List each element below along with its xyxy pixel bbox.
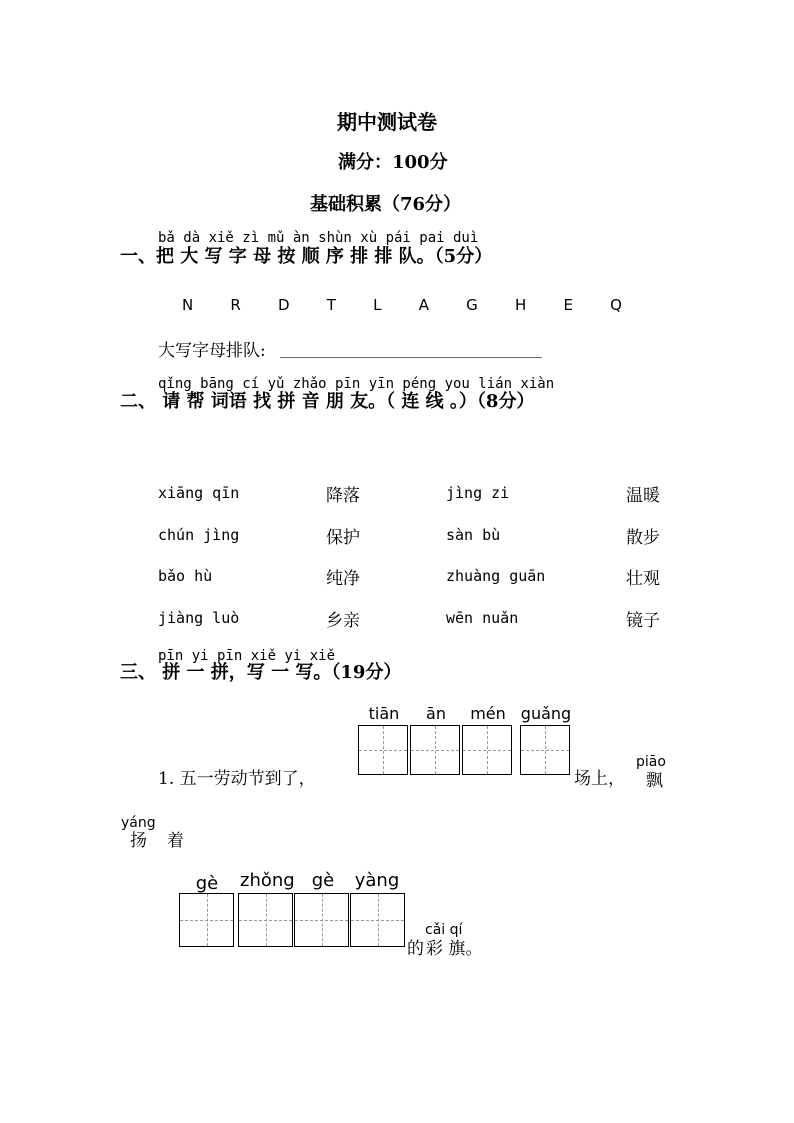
- piao-char: 飘: [646, 771, 663, 791]
- letter: D: [278, 296, 290, 314]
- yang-pinyin: yáng: [121, 815, 156, 831]
- letter: E: [563, 296, 573, 314]
- letter: L: [373, 296, 382, 314]
- q1-text: 一、把 大 写 字 母 按 顺 序 排 排 队。（5分）: [120, 246, 493, 267]
- page-title: 期中测试卷: [337, 110, 437, 134]
- writing-cell[interactable]: [358, 725, 408, 775]
- letter: T: [326, 296, 336, 314]
- piao-pinyin: piāo: [636, 754, 666, 770]
- q1-pinyin: bǎ dà xiě zì mǔ àn shùn xù pái pai duì: [158, 230, 479, 246]
- match-pinyin-left[interactable]: xiāng qīn: [158, 484, 240, 502]
- grid-pinyin: zhǒng: [240, 870, 295, 891]
- match-word-right[interactable]: 镜子: [626, 611, 660, 631]
- grid-pinyin: mén: [470, 704, 506, 723]
- q2-pinyin: qǐng bāng cí yǔ zhǎo pīn yīn péng you lián xiàn: [158, 376, 555, 392]
- match-word-right[interactable]: 散步: [626, 528, 660, 548]
- match-pinyin-right[interactable]: jìng zi: [446, 484, 510, 502]
- de-char: 的: [407, 939, 424, 959]
- yang-char: 扬: [130, 831, 147, 851]
- writing-cell[interactable]: [520, 725, 570, 775]
- letter: R: [230, 296, 241, 314]
- grid-pinyin: yàng: [354, 870, 400, 891]
- writing-cell[interactable]: [294, 893, 349, 947]
- match-word-right[interactable]: 温暖: [626, 486, 660, 506]
- match-pinyin-left[interactable]: bǎo hù: [158, 567, 213, 585]
- match-word-left[interactable]: 纯净: [326, 569, 360, 589]
- writing-cell[interactable]: [410, 725, 460, 775]
- answer-line[interactable]: _____________________________: [280, 340, 542, 358]
- full-score: 满分：100分: [338, 152, 448, 173]
- section-heading: 基础积累（76分）: [310, 194, 462, 215]
- grid-pinyin: gè: [195, 873, 219, 894]
- match-pinyin-right[interactable]: wēn nuǎn: [446, 609, 519, 627]
- letter: G: [466, 296, 478, 314]
- match-pinyin-left[interactable]: chún jìng: [158, 526, 240, 544]
- caiqi-pinyin: cǎi qí: [425, 922, 463, 938]
- writing-grid-2: [179, 893, 407, 947]
- q2-text: 二、 请 帮 词语 找 拼 音 朋 友。（ 连 线 。）（8分）: [120, 391, 535, 412]
- match-word-left[interactable]: 降落: [326, 486, 360, 506]
- match-word-left[interactable]: 保护: [326, 528, 360, 548]
- q3-text: 三、 拼 一 拼，写 一 写。（19分）: [120, 662, 402, 683]
- q3-pinyin: pīn yi pīn xiě yi xiě: [158, 648, 336, 664]
- letter: Q: [610, 296, 622, 314]
- match-pinyin-left[interactable]: jiàng luò: [158, 609, 240, 627]
- grid-pinyin: tiān: [368, 704, 400, 723]
- writing-cell[interactable]: [462, 725, 512, 775]
- writing-cell[interactable]: [238, 893, 293, 947]
- letter: H: [514, 296, 527, 314]
- match-pinyin-right[interactable]: zhuàng guān: [446, 567, 546, 585]
- grid-pinyin: ān: [426, 704, 446, 723]
- item1-after: 场上，: [574, 769, 625, 789]
- zhe-char: 着: [167, 831, 184, 851]
- grid-pinyin: gè: [311, 870, 335, 891]
- writing-cell[interactable]: [350, 893, 405, 947]
- match-pinyin-right[interactable]: sàn bù: [446, 526, 501, 544]
- match-word-left[interactable]: 乡亲: [326, 611, 360, 631]
- letter: A: [418, 296, 429, 314]
- caiqi-chars: 彩 旗。: [426, 939, 483, 959]
- letter: N: [182, 296, 194, 314]
- letter-row: [182, 296, 622, 314]
- grid-pinyin: guǎng: [520, 704, 572, 723]
- item1-prefix: 1. 五一劳动节到了，: [158, 769, 316, 789]
- writing-cell[interactable]: [179, 893, 234, 947]
- answer-label: 大写字母排队:: [158, 341, 266, 361]
- match-word-right[interactable]: 壮观: [626, 569, 660, 589]
- writing-grid-1: [358, 725, 572, 775]
